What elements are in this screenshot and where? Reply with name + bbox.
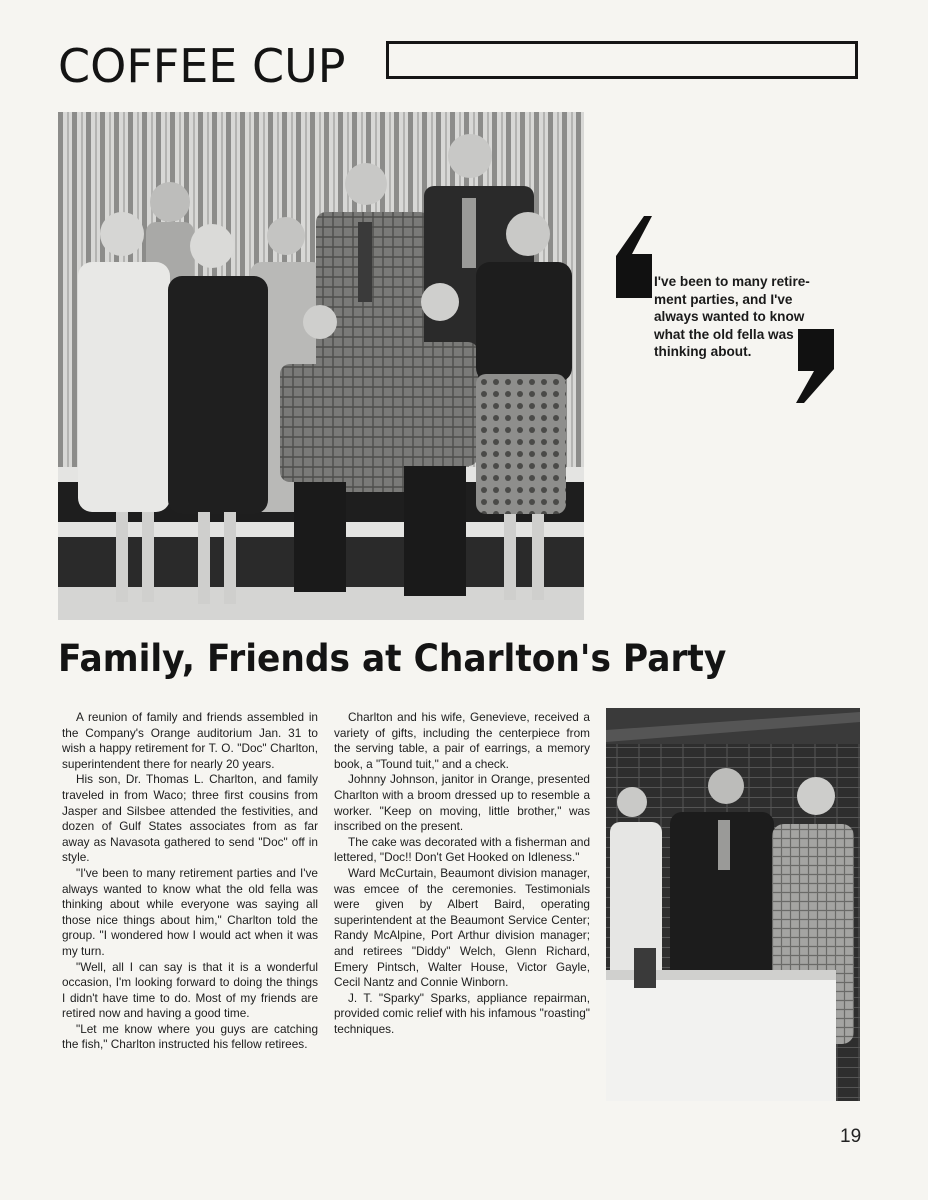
paragraph: His son, Dr. Thomas L. Charlton, and family traveled in from Waco; three first cousins from Jasper and Silsbee attended the festivities, and dozen of Gulf States associates from as far away as Navasota gathered to send "Doc" off in style. bbox=[62, 772, 318, 865]
close-quote-mark bbox=[792, 329, 836, 403]
cake-cutting-photo bbox=[606, 708, 860, 1101]
paragraph: "Let me know where you guys are catching the fish," Charlton instructed his fellow retirees. bbox=[62, 1021, 318, 1052]
paragraph: "Well, all I can say is that it is a wonderful occasion, I'm looking forward to doing the things I didn't have time to do. Most of my friends are retired now and having a good time. bbox=[62, 959, 318, 1021]
family-group-photo bbox=[58, 112, 584, 620]
paragraph: Charlton and his wife, Genevieve, received a variety of gifts, including the centerpiece from the serving table, a pair of earrings, a memory book, a "Tound tuit," and a check. bbox=[334, 710, 590, 771]
masthead-title: COFFEE CUP bbox=[58, 39, 346, 93]
pull-quote-body: ment parties, and I've always wanted to know what the old fella was thinking about. bbox=[654, 291, 805, 359]
open-quote-mark bbox=[614, 216, 658, 298]
article-column-1 bbox=[62, 710, 318, 1053]
pull-quote bbox=[614, 216, 842, 406]
paragraph: Johnny Johnson, janitor in Orange, presented Charlton with a broom dressed up to resemble a worker. "Keep on moving, little brother," was inscribed on the present. bbox=[334, 772, 590, 834]
masthead-rule-box bbox=[386, 41, 858, 79]
pull-quote-lead: I've been to many retire- bbox=[654, 274, 810, 289]
paragraph: "I've been to many retirement parties and I've always wanted to know what the old fella was thinking about while everyone was saying all those nice things about him," Charlton told the group. "I wondered how I would act when it was my turn. bbox=[62, 865, 318, 958]
paragraph: A reunion of family and friends assembled in the Company's Orange auditorium Jan. 31 to wish a happy retirement for T. O. "Doc" Charlton, superintendent there for nearly 20 years. bbox=[62, 710, 318, 771]
paragraph: The cake was decorated with a fisherman and lettered, "Doc!! Don't Get Hooked on Idleness." bbox=[334, 834, 590, 865]
article-headline: Family, Friends at Charlton's Party bbox=[58, 637, 727, 680]
article-column-2 bbox=[334, 710, 590, 1037]
paragraph: J. T. "Sparky" Sparks, appliance repairman, provided comic relief with his infamous "roasting" techniques. bbox=[334, 990, 590, 1036]
paragraph: Ward McCurtain, Beaumont division manager, was emcee of the ceremonies. Testimonials were given by Albert Baird, operating superintendent at the Beaumont Service Center; Randy McAlpine, Port Arthur division manager; and retirees "Diddy" Welch, Glenn Richard, Emery Pintsch, Walter House, Victor Gayle, Cecil Nantz and Connie Winborn. bbox=[334, 865, 590, 990]
page-number: 19 bbox=[840, 1126, 862, 1147]
